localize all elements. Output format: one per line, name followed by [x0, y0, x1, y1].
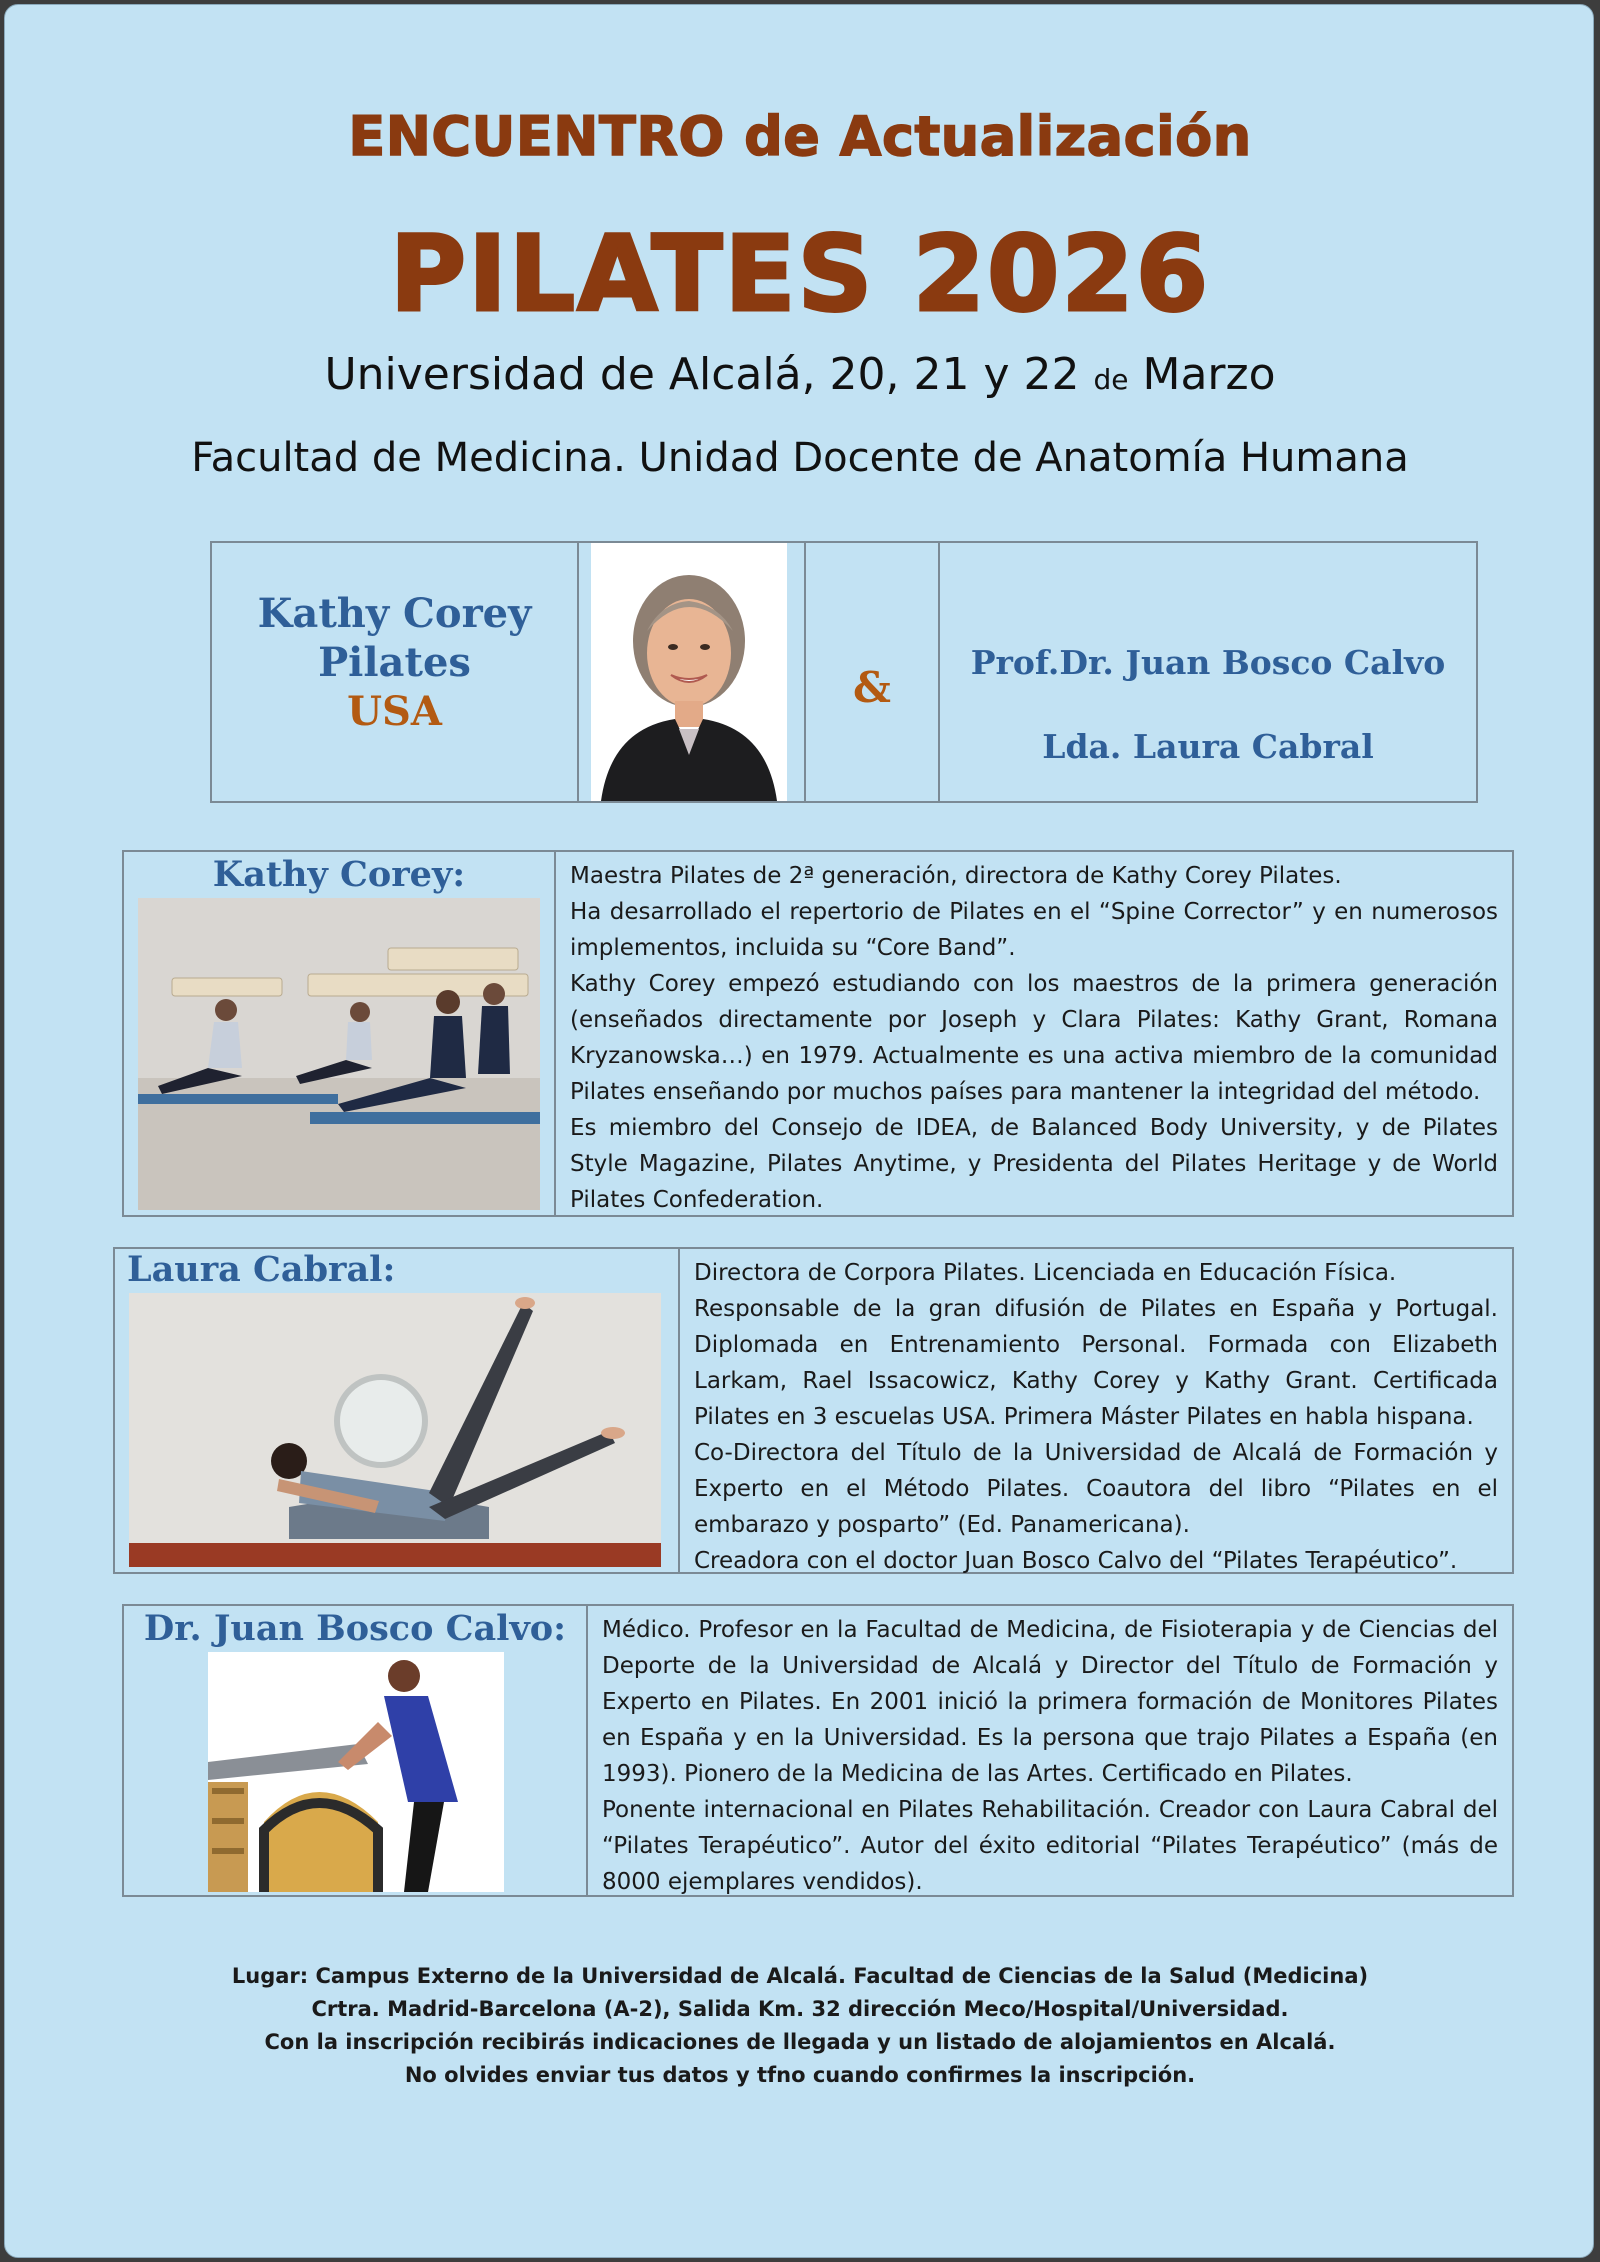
reminder-line: No olvides enviar tus datos y tfno cuando confirmes la inscripción.: [404, 2063, 1196, 2087]
bio-paragraph: Es miembro del Consejo de IDEA, de Balanced Body University, y de Pilates Style Magazine, Pilates Anytime, y Presidenta del Pilates Heritage y de World Pilates Confederation.: [570, 1115, 1498, 1213]
bio-juan-bosco-calvo-text: [588, 1606, 1512, 1895]
registration-info-line: Con la inscripción recibirás indicaciones de llegada y un listado de alojamientos en Alcalá.: [264, 2030, 1336, 2054]
ampersand: &: [853, 663, 891, 712]
event-dates-month: Marzo: [1142, 349, 1276, 400]
kathy-corey-class-photo: [138, 898, 540, 1210]
speaker-left-name: Kathy Corey: [257, 590, 532, 637]
speaker-right-cell: [940, 543, 1476, 801]
event-dates-main: Universidad de Alcalá, 20, 21 y 22: [324, 349, 1080, 400]
event-venue: Facultad de Medicina. Unidad Docente de Anatomía Humana: [191, 435, 1409, 481]
speaker-left-brand: Pilates: [318, 639, 471, 686]
speaker-left-label: [212, 589, 577, 736]
directions-line: Crtra. Madrid-Barcelona (A-2), Salida Km. 32 dirección Meco/Hospital/Universidad.: [311, 1997, 1289, 2021]
bio-paragraph: Kathy Corey empezó estudiando con los maestros de la primera generación (enseñados directamente por Joseph y Clara Pilates: Kathy Grant, Romana Kryzanowska…) en 1979. Actualmente es una activa miembro de la comunidad Pilates enseñando por muchos países para mantener la integridad del método.: [570, 971, 1498, 1105]
speaker-right-name-2: Lda. Laura Cabral: [1042, 727, 1374, 766]
kathy-corey-portrait: [591, 543, 787, 801]
speaker-right-label: [940, 621, 1476, 789]
bio-juan-bosco-calvo: [122, 1604, 1514, 1897]
speaker-right-name-1: Prof.Dr. Juan Bosco Calvo: [970, 643, 1446, 682]
event-title: PILATES 2026: [389, 213, 1211, 335]
bio-kathy-corey-left: [124, 852, 556, 1215]
poster: [4, 4, 1594, 2258]
bio-juan-bosco-calvo-name: Dr. Juan Bosco Calvo:: [143, 1608, 567, 1649]
juan-bosco-calvo-photo: [208, 1652, 504, 1892]
bio-paragraph: Responsable de la gran difusión de Pilates en España y Portugal. Diplomada en Entrenamiento Personal. Formada con Elizabeth Larkam, Rael Issacowicz, Kathy Corey y Kathy Grant. Certificada Pilates en 3 escuelas USA. Primera Máster Pilates en habla hispana.: [694, 1296, 1498, 1430]
bio-juan-bosco-calvo-left: [124, 1606, 588, 1895]
bio-laura-cabral-name: Laura Cabral:: [127, 1249, 396, 1290]
event-dates: [5, 349, 1594, 400]
bio-paragraph: Ponente internacional en Pilates Rehabilitación. Creador con Laura Cabral del “Pilates Terapéutico”. Autor del éxito editorial “Pilates Terapéutico” (más de 8000 ejemplares vendidos).: [602, 1797, 1498, 1895]
portrait-cell: [579, 543, 806, 801]
bio-paragraph: Creadora con el doctor Juan Bosco Calvo del “Pilates Terapéutico”.: [694, 1548, 1458, 1574]
bio-laura-cabral-text: [680, 1249, 1512, 1572]
bio-laura-cabral: [113, 1247, 1514, 1574]
speaker-left-country: USA: [347, 688, 442, 735]
bio-laura-cabral-left: [115, 1249, 680, 1572]
bio-paragraph: Ha desarrollado el repertorio de Pilates en el “Spine Corrector” y en numerosos implementos, incluida su “Core Band”.: [570, 899, 1498, 961]
event-dates-connector: de: [1093, 363, 1129, 396]
bio-paragraph: Médico. Profesor en la Facultad de Medicina, de Fisioterapia y de Ciencias del Deporte de la Universidad de Alcalá y Director del Título de Formación y Experto en Pilates. En 2001 inició la primera formación de Monitores Pilates en España y en la Universidad. Es la persona que trajo Pilates a España (en 1993). Pionero de la Medicina de las Artes. Certificado en Pilates.: [602, 1617, 1498, 1787]
speakers-table: [210, 541, 1478, 803]
speaker-left-cell: [212, 543, 579, 801]
bio-paragraph: Directora de Corpora Pilates. Licenciada en Educación Física.: [694, 1260, 1397, 1286]
ampersand-cell: [806, 543, 940, 801]
bio-paragraph: Co-Directora del Título de la Universidad de Alcalá de Formación y Experto en el Método Pilates. Coautora del libro “Pilates en el embarazo y posparto” (Ed. Panamericana).: [694, 1440, 1498, 1538]
laura-cabral-photo: [129, 1293, 661, 1567]
bio-paragraph: Maestra Pilates de 2ª generación, directora de Kathy Corey Pilates.: [570, 863, 1342, 889]
bio-kathy-corey: [122, 850, 1514, 1217]
venue-line: Lugar: Campus Externo de la Universidad de Alcalá. Facultad de Ciencias de la Salud (Medicina): [231, 1964, 1369, 1988]
bio-kathy-corey-name: Kathy Corey:: [212, 854, 466, 895]
bio-kathy-corey-text: [556, 852, 1512, 1215]
event-subtitle: ENCUENTRO de Actualización: [348, 105, 1252, 168]
venue-info: [5, 1960, 1594, 2092]
